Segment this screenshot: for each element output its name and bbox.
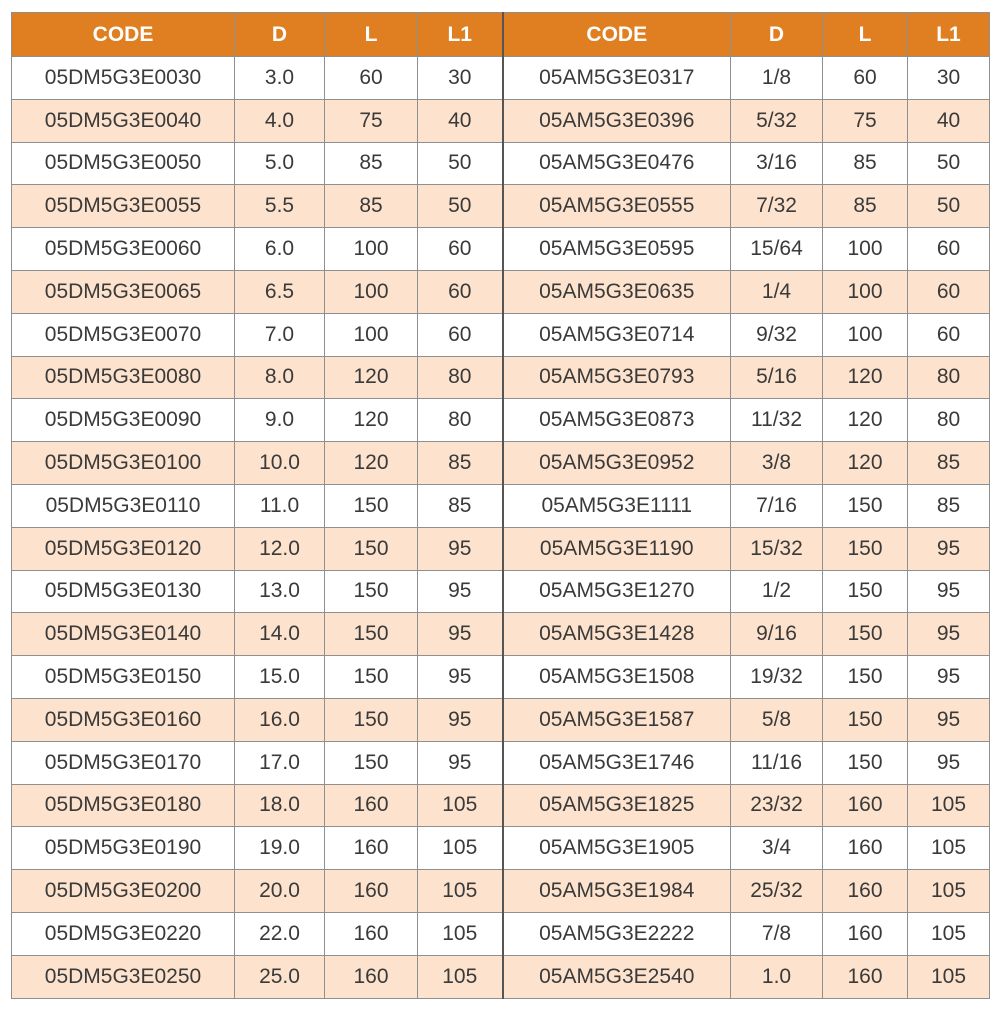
cell-l-metric: 100 — [325, 313, 418, 356]
cell-l-inch: 160 — [823, 784, 908, 827]
cell-code-metric: 05DM5G3E0150 — [12, 656, 235, 699]
cell-l1-metric: 105 — [418, 870, 503, 913]
cell-l-metric: 150 — [325, 741, 418, 784]
cell-code-metric: 05DM5G3E0120 — [12, 527, 235, 570]
cell-code-inch: 05AM5G3E1746 — [503, 741, 731, 784]
cell-code-inch: 05AM5G3E0793 — [503, 356, 731, 399]
cell-l-inch: 150 — [823, 484, 908, 527]
cell-code-inch: 05AM5G3E1905 — [503, 827, 731, 870]
cell-l-inch: 85 — [823, 185, 908, 228]
cell-code-inch: 05AM5G3E1111 — [503, 484, 731, 527]
cell-d-inch: 5/8 — [731, 698, 823, 741]
cell-d-inch: 9/32 — [731, 313, 823, 356]
cell-d-metric: 25.0 — [235, 955, 325, 998]
cell-d-metric: 11.0 — [235, 484, 325, 527]
header-l-inch: L — [823, 13, 908, 57]
cell-d-inch: 5/16 — [731, 356, 823, 399]
cell-code-inch: 05AM5G3E1984 — [503, 870, 731, 913]
cell-l1-inch: 60 — [908, 228, 990, 271]
table-row — [12, 99, 990, 142]
cell-l1-inch: 50 — [908, 142, 990, 185]
cell-code-metric: 05DM5G3E0160 — [12, 698, 235, 741]
cell-l-inch: 150 — [823, 741, 908, 784]
cell-code-inch: 05AM5G3E1508 — [503, 656, 731, 699]
cell-l-inch: 160 — [823, 870, 908, 913]
cell-l1-inch: 95 — [908, 698, 990, 741]
cell-d-metric: 16.0 — [235, 698, 325, 741]
table-row — [12, 741, 990, 784]
cell-l1-inch: 50 — [908, 185, 990, 228]
cell-d-inch: 19/32 — [731, 656, 823, 699]
header-l1-metric: L1 — [418, 13, 503, 57]
cell-d-inch: 1.0 — [731, 955, 823, 998]
cell-l1-metric: 105 — [418, 784, 503, 827]
cell-l1-metric: 85 — [418, 442, 503, 485]
cell-l1-inch: 60 — [908, 270, 990, 313]
cell-code-metric: 05DM5G3E0100 — [12, 442, 235, 485]
cell-code-metric: 05DM5G3E0070 — [12, 313, 235, 356]
cell-d-metric: 6.0 — [235, 228, 325, 271]
cell-l1-inch: 95 — [908, 570, 990, 613]
cell-d-metric: 5.0 — [235, 142, 325, 185]
cell-l1-metric: 40 — [418, 99, 503, 142]
cell-d-inch: 11/32 — [731, 399, 823, 442]
cell-code-inch: 05AM5G3E0635 — [503, 270, 731, 313]
cell-d-metric: 18.0 — [235, 784, 325, 827]
cell-d-metric: 15.0 — [235, 656, 325, 699]
cell-l-metric: 60 — [325, 57, 418, 100]
cell-d-inch: 23/32 — [731, 784, 823, 827]
cell-l1-metric: 80 — [418, 356, 503, 399]
cell-d-inch: 1/4 — [731, 270, 823, 313]
cell-l-inch: 60 — [823, 57, 908, 100]
cell-d-inch: 7/32 — [731, 185, 823, 228]
cell-l1-metric: 95 — [418, 527, 503, 570]
cell-l-metric: 150 — [325, 570, 418, 613]
cell-l1-inch: 105 — [908, 827, 990, 870]
cell-d-inch: 3/4 — [731, 827, 823, 870]
cell-d-metric: 20.0 — [235, 870, 325, 913]
cell-l-inch: 100 — [823, 228, 908, 271]
cell-code-inch: 05AM5G3E0952 — [503, 442, 731, 485]
cell-l-inch: 120 — [823, 399, 908, 442]
cell-d-inch: 3/16 — [731, 142, 823, 185]
header-code-inch: CODE — [503, 13, 731, 57]
cell-code-inch: 05AM5G3E0555 — [503, 185, 731, 228]
table-row — [12, 613, 990, 656]
cell-code-metric: 05DM5G3E0130 — [12, 570, 235, 613]
cell-d-inch: 15/32 — [731, 527, 823, 570]
cell-d-metric: 14.0 — [235, 613, 325, 656]
table-row — [12, 912, 990, 955]
cell-l-metric: 100 — [325, 270, 418, 313]
table-row — [12, 698, 990, 741]
cell-code-metric: 05DM5G3E0220 — [12, 912, 235, 955]
cell-code-metric: 05DM5G3E0030 — [12, 57, 235, 100]
cell-d-metric: 12.0 — [235, 527, 325, 570]
cell-l1-metric: 95 — [418, 656, 503, 699]
table-body — [12, 57, 990, 999]
cell-l1-inch: 85 — [908, 442, 990, 485]
header-l-metric: L — [325, 13, 418, 57]
cell-l-metric: 160 — [325, 912, 418, 955]
cell-l-inch: 150 — [823, 527, 908, 570]
cell-d-inch: 7/8 — [731, 912, 823, 955]
cell-l-inch: 150 — [823, 698, 908, 741]
header-row — [12, 13, 990, 57]
cell-d-metric: 4.0 — [235, 99, 325, 142]
table-row — [12, 870, 990, 913]
cell-l-inch: 160 — [823, 827, 908, 870]
cell-code-inch: 05AM5G3E1825 — [503, 784, 731, 827]
cell-code-metric: 05DM5G3E0090 — [12, 399, 235, 442]
cell-code-metric: 05DM5G3E0140 — [12, 613, 235, 656]
header-code-metric: CODE — [12, 13, 235, 57]
cell-l-inch: 150 — [823, 570, 908, 613]
cell-l1-inch: 80 — [908, 356, 990, 399]
cell-code-inch: 05AM5G3E0873 — [503, 399, 731, 442]
cell-l-inch: 150 — [823, 656, 908, 699]
cell-code-metric: 05DM5G3E0080 — [12, 356, 235, 399]
table-row — [12, 570, 990, 613]
cell-l-inch: 120 — [823, 356, 908, 399]
cell-code-inch: 05AM5G3E1428 — [503, 613, 731, 656]
table-header — [12, 13, 990, 57]
cell-l1-inch: 105 — [908, 955, 990, 998]
header-l1-inch: L1 — [908, 13, 990, 57]
cell-d-metric: 17.0 — [235, 741, 325, 784]
cell-l-metric: 75 — [325, 99, 418, 142]
cell-l1-inch: 105 — [908, 870, 990, 913]
cell-l-metric: 120 — [325, 356, 418, 399]
cell-l-inch: 160 — [823, 955, 908, 998]
cell-code-metric: 05DM5G3E0050 — [12, 142, 235, 185]
cell-l-metric: 85 — [325, 185, 418, 228]
cell-d-inch: 1/8 — [731, 57, 823, 100]
cell-l1-metric: 95 — [418, 570, 503, 613]
cell-l-metric: 120 — [325, 399, 418, 442]
cell-l-metric: 150 — [325, 613, 418, 656]
table-row — [12, 442, 990, 485]
cell-l-metric: 150 — [325, 656, 418, 699]
cell-d-metric: 13.0 — [235, 570, 325, 613]
cell-code-metric: 05DM5G3E0190 — [12, 827, 235, 870]
table-row — [12, 356, 990, 399]
cell-l-metric: 150 — [325, 698, 418, 741]
cell-code-inch: 05AM5G3E0595 — [503, 228, 731, 271]
table-row — [12, 656, 990, 699]
cell-l1-inch: 80 — [908, 399, 990, 442]
cell-l1-inch: 85 — [908, 484, 990, 527]
cell-code-inch: 05AM5G3E1190 — [503, 527, 731, 570]
cell-code-inch: 05AM5G3E1587 — [503, 698, 731, 741]
cell-l-metric: 160 — [325, 827, 418, 870]
cell-l1-metric: 95 — [418, 741, 503, 784]
cell-l1-inch: 95 — [908, 613, 990, 656]
cell-code-inch: 05AM5G3E0476 — [503, 142, 731, 185]
cell-l1-metric: 60 — [418, 270, 503, 313]
table-row — [12, 185, 990, 228]
cell-l1-metric: 80 — [418, 399, 503, 442]
cell-l-metric: 160 — [325, 784, 418, 827]
table-row — [12, 228, 990, 271]
cell-l1-inch: 95 — [908, 656, 990, 699]
cell-d-inch: 7/16 — [731, 484, 823, 527]
cell-code-metric: 05DM5G3E0170 — [12, 741, 235, 784]
table-row — [12, 142, 990, 185]
cell-l-inch: 100 — [823, 270, 908, 313]
cell-code-metric: 05DM5G3E0055 — [12, 185, 235, 228]
cell-l-inch: 120 — [823, 442, 908, 485]
cell-l1-inch: 95 — [908, 527, 990, 570]
cell-d-metric: 3.0 — [235, 57, 325, 100]
cell-d-inch: 5/32 — [731, 99, 823, 142]
cell-l1-metric: 95 — [418, 698, 503, 741]
cell-l-inch: 100 — [823, 313, 908, 356]
table-row — [12, 527, 990, 570]
cell-code-metric: 05DM5G3E0040 — [12, 99, 235, 142]
cell-d-metric: 19.0 — [235, 827, 325, 870]
cell-l1-inch: 105 — [908, 784, 990, 827]
cell-l1-metric: 105 — [418, 827, 503, 870]
cell-code-inch: 05AM5G3E0317 — [503, 57, 731, 100]
cell-code-inch: 05AM5G3E2540 — [503, 955, 731, 998]
cell-l1-inch: 40 — [908, 99, 990, 142]
cell-l1-metric: 85 — [418, 484, 503, 527]
cell-l1-metric: 105 — [418, 912, 503, 955]
cell-d-metric: 9.0 — [235, 399, 325, 442]
table-row — [12, 827, 990, 870]
table-row — [12, 955, 990, 998]
cell-d-metric: 8.0 — [235, 356, 325, 399]
cell-l1-metric: 105 — [418, 955, 503, 998]
cell-l1-metric: 60 — [418, 313, 503, 356]
cell-d-inch: 11/16 — [731, 741, 823, 784]
cell-d-metric: 6.5 — [235, 270, 325, 313]
cell-code-metric: 05DM5G3E0250 — [12, 955, 235, 998]
cell-l1-inch: 95 — [908, 741, 990, 784]
header-d-inch: D — [731, 13, 823, 57]
cell-l-inch: 160 — [823, 912, 908, 955]
table-row — [12, 57, 990, 100]
cell-l-metric: 100 — [325, 228, 418, 271]
table-row — [12, 270, 990, 313]
cell-code-inch: 05AM5G3E0396 — [503, 99, 731, 142]
cell-d-inch: 15/64 — [731, 228, 823, 271]
cell-l1-metric: 30 — [418, 57, 503, 100]
table-row — [12, 399, 990, 442]
cell-l-inch: 85 — [823, 142, 908, 185]
cell-l1-inch: 30 — [908, 57, 990, 100]
cell-l-metric: 150 — [325, 484, 418, 527]
table-row — [12, 484, 990, 527]
table-row — [12, 313, 990, 356]
cell-d-metric: 5.5 — [235, 185, 325, 228]
cell-l-inch: 150 — [823, 613, 908, 656]
cell-code-inch: 05AM5G3E0714 — [503, 313, 731, 356]
cell-code-inch: 05AM5G3E2222 — [503, 912, 731, 955]
cell-l1-inch: 105 — [908, 912, 990, 955]
spec-table — [11, 12, 990, 999]
cell-d-metric: 10.0 — [235, 442, 325, 485]
cell-l1-metric: 50 — [418, 185, 503, 228]
cell-l1-metric: 50 — [418, 142, 503, 185]
cell-d-inch: 3/8 — [731, 442, 823, 485]
cell-code-metric: 05DM5G3E0065 — [12, 270, 235, 313]
cell-code-metric: 05DM5G3E0110 — [12, 484, 235, 527]
cell-l-metric: 160 — [325, 955, 418, 998]
header-d-metric: D — [235, 13, 325, 57]
cell-d-metric: 22.0 — [235, 912, 325, 955]
cell-l1-inch: 60 — [908, 313, 990, 356]
cell-d-inch: 1/2 — [731, 570, 823, 613]
cell-d-metric: 7.0 — [235, 313, 325, 356]
cell-code-metric: 05DM5G3E0060 — [12, 228, 235, 271]
cell-l-inch: 75 — [823, 99, 908, 142]
table-row — [12, 784, 990, 827]
cell-l-metric: 120 — [325, 442, 418, 485]
cell-code-metric: 05DM5G3E0180 — [12, 784, 235, 827]
cell-d-inch: 25/32 — [731, 870, 823, 913]
cell-l1-metric: 95 — [418, 613, 503, 656]
cell-l1-metric: 60 — [418, 228, 503, 271]
cell-l-metric: 85 — [325, 142, 418, 185]
cell-code-metric: 05DM5G3E0200 — [12, 870, 235, 913]
cell-l-metric: 150 — [325, 527, 418, 570]
cell-l-metric: 160 — [325, 870, 418, 913]
cell-code-inch: 05AM5G3E1270 — [503, 570, 731, 613]
cell-d-inch: 9/16 — [731, 613, 823, 656]
